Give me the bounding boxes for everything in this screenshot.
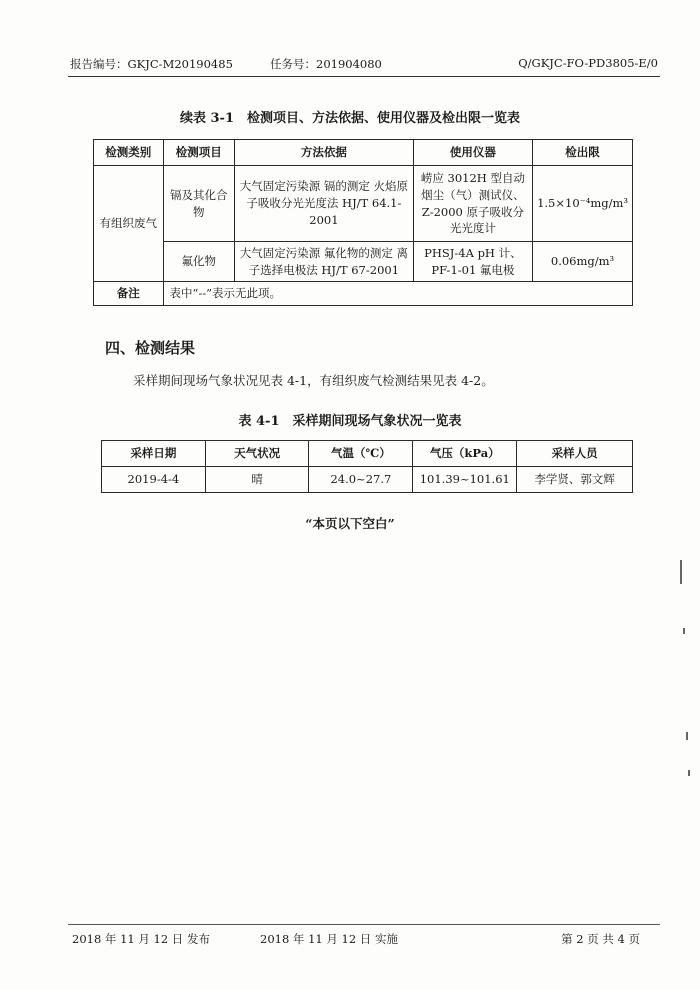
table-3-1 [93,139,633,306]
column-header: 检测类别 [94,140,164,166]
table-4-1 [101,440,633,493]
column-header: 采样人员 [517,441,633,467]
document-code: Q/GKJC-FO-PD3805-E/0 [518,56,658,70]
instrument-cell: 崂应 3012H 型自动烟尘（气）测试仪、Z-2000 原子吸收分光光度计 [413,166,532,242]
effective-date: 2018 年 11 月 12 日 实施 [260,932,398,946]
table-4-1-title: 表 4-1 采样期间现场气象状况一览表 [238,414,462,429]
category-cell: 有组织废气 [94,166,164,282]
table-row [102,467,633,493]
limit-cell: 0.06mg/m³ [533,242,633,282]
table-header-row [94,140,633,166]
column-header: 气温（℃） [309,441,413,467]
item-cell: 镉及其化合物 [163,166,235,242]
scan-mark [683,628,685,634]
section-title: 四、检测结果 [105,339,196,357]
limit-cell: 1.5×10⁻⁴mg/m³ [533,166,633,242]
task-number: 任务号：201904080 [270,57,382,71]
report-number: 报告编号：GKJC-M20190485 [70,57,233,71]
sampler-cell: 李学贤、郭文辉 [517,467,633,493]
scan-mark [680,560,682,584]
note-row [94,282,633,306]
page-number: 第 2 页 共 4 页 [561,932,640,946]
table-header-row [102,441,633,467]
table-row [94,242,633,282]
table-row [94,166,633,242]
table-3-1-title: 续表 3-1 检测项目、方法依据、使用仪器及检出限一览表 [179,111,520,126]
column-header: 方法依据 [235,140,414,166]
scan-mark [688,770,690,776]
weather-cell: 晴 [205,467,309,493]
column-header: 采样日期 [102,441,206,467]
method-cell: 大气固定污染源 氟化物的测定 离子选择电极法 HJ/T 67-2001 [235,242,414,282]
section-paragraph: 采样期间现场气象状况见表 4-1，有组织废气检测结果见表 4-2。 [133,373,494,388]
column-header: 检出限 [533,140,633,166]
instrument-cell: PHSJ-4A pH 计、PF-1-01 氟电极 [413,242,532,282]
note-label: 备注 [94,282,164,306]
scan-mark [686,732,688,740]
issue-date: 2018 年 11 月 12 日 发布 [72,932,210,946]
temperature-cell: 24.0~27.7 [309,467,413,493]
date-cell: 2019-4-4 [102,467,206,493]
column-header: 使用仪器 [413,140,532,166]
note-text: 表中“--”表示无此项。 [163,282,632,306]
pressure-cell: 101.39~101.61 [413,467,517,493]
column-header: 检测项目 [163,140,235,166]
method-cell: 大气固定污染源 镉的测定 火焰原子吸收分光光度法 HJ/T 64.1-2001 [235,166,414,242]
column-header: 气压（kPa） [413,441,517,467]
item-cell: 氟化物 [163,242,235,282]
page-header [70,56,658,74]
footer-rule [68,924,660,925]
column-header: 天气状况 [205,441,309,467]
blank-page-note: “本页以下空白” [305,516,395,531]
header-rule [68,76,660,77]
